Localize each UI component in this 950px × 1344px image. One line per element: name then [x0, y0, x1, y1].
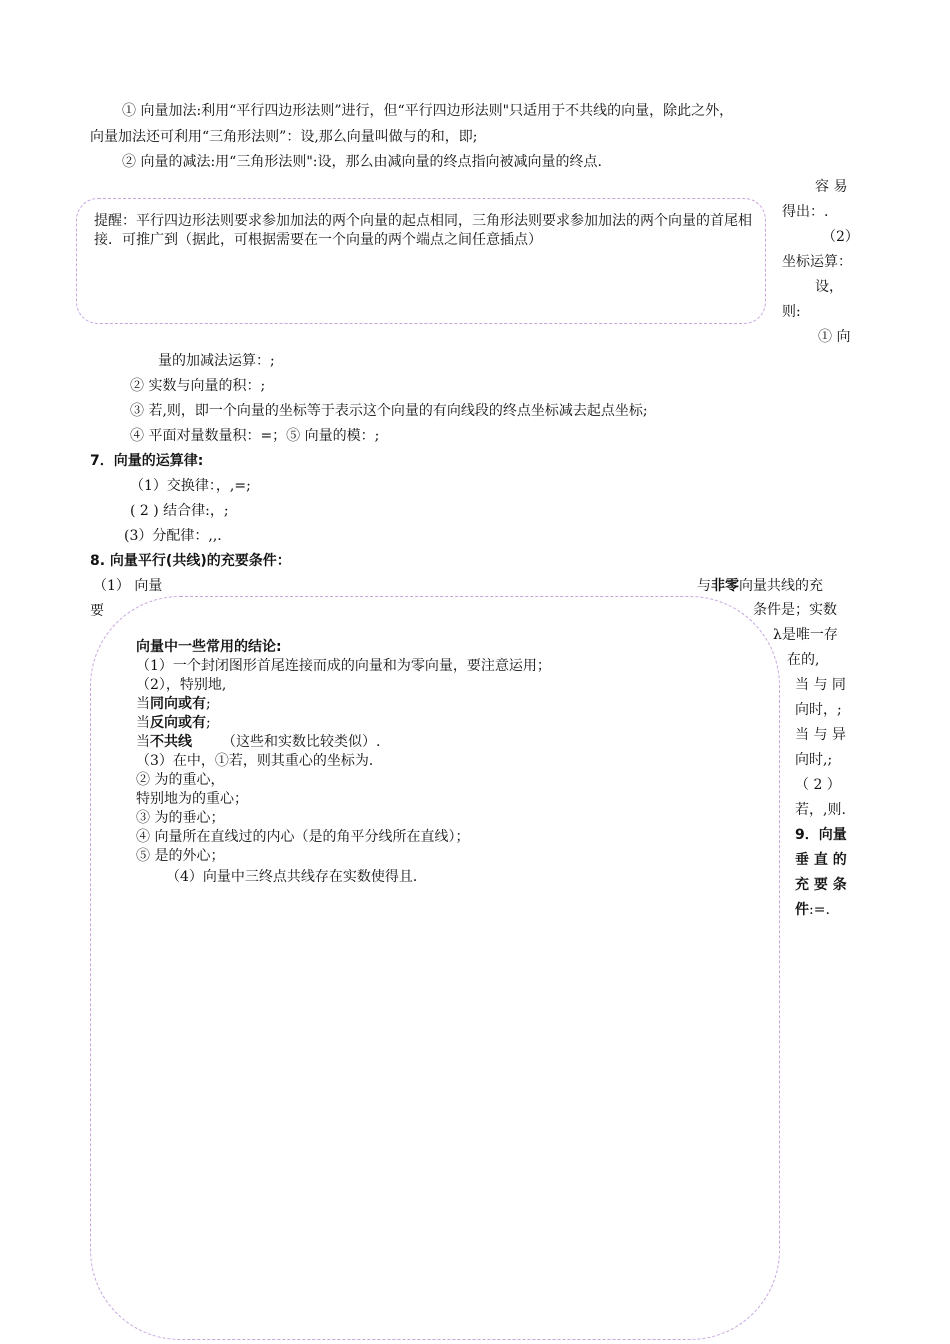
tip-text: 提醒：平行四边形法则要求参加加法的两个向量的起点相同，三角形法则要求参加加法的两个向量的首尾相接．可推广到（据此，可根据需要在一个向量的两个端点之间任意插点）	[94, 213, 752, 248]
conclusion-line-4: 当反向或有;	[136, 715, 211, 731]
side-text-bottom-11: 垂 直 的	[795, 852, 847, 868]
conclusion-line-3b: 同向或有	[150, 696, 206, 712]
coord-line-1: 量的加减法运算：;	[158, 353, 275, 369]
section-8-heading: 8. 向量平行(共线)的充要条件：	[90, 553, 291, 569]
conclusion-line-3a: 当	[136, 696, 150, 712]
conclusion-line-1: （1）一个封闭图形首尾连接而成的向量和为零向量，要注意运用；	[136, 658, 551, 674]
conclusion-line-4b: 反向或有	[150, 715, 206, 731]
side-text-top-7: ① 向	[818, 329, 851, 345]
side-text-bottom-13: 件:=.	[795, 902, 830, 918]
side-text-bottom-3: 在的,	[787, 652, 820, 668]
conclusion-line-5b: 不共线	[150, 734, 192, 750]
side-text-top-2: 得出：.	[782, 204, 829, 220]
paragraph-vector-addition-2: 向量加法还可利用“三角形法则”：设,那么向量叫做与的和，即;	[90, 129, 478, 145]
side-text-bottom-5: 向时，;	[795, 702, 842, 718]
conclusion-line-6: （3）在中，①若，则其重心的坐标为．	[136, 753, 383, 769]
conclusion-line-12: （4）向量中三终点共线存在实数使得且．	[166, 869, 427, 885]
section-8-right-bold: 非零	[711, 578, 739, 594]
coord-line-3: ③ 若,则，即一个向量的坐标等于表示这个向量的有向线段的终点坐标减去起点坐标;	[130, 403, 648, 419]
side-text-bottom-1: 条件是；实数	[753, 602, 837, 618]
conclusion-line-9: ③ 为的垂心；	[136, 810, 225, 826]
conclusion-line-8: 特别地为的重心；	[136, 791, 248, 807]
side-text-bottom-4: 当 与 同	[795, 677, 846, 693]
conclusion-line-10: ④ 向量所在直线过的内心（是的角平分线所在直线）；	[136, 829, 470, 845]
side-text-top-4: 坐标运算：	[782, 254, 852, 270]
side-text-top-6: 则:	[782, 304, 801, 320]
conclusion-line-11: ⑤ 是的外心；	[136, 848, 225, 864]
coord-line-2: ② 实数与向量的积：;	[130, 378, 266, 394]
side-text-top-5: 设，	[815, 279, 843, 295]
side-text-bottom-2: λ是唯一存	[773, 627, 838, 643]
section-8-right-a: 与	[697, 578, 711, 594]
paragraph-vector-addition-1: ① 向量加法:利用“平行四边形法则”进行，但“平行四边形法则"只适用于不共线的向量，除此之外，	[122, 103, 734, 119]
section-8-right-b: 向量共线的充	[739, 578, 823, 594]
conclusion-line-7: ② 为的重心，	[136, 772, 225, 788]
side-text-bottom-6: 当 与 异	[795, 727, 846, 743]
side-text-top-1: 容 易	[815, 179, 848, 195]
conclusion-line-2: （2），特别地,	[136, 677, 227, 693]
section-8-left-text: （1） 向量	[93, 578, 163, 594]
paragraph-vector-subtraction: ② 向量的减法:用“三角形法则":设，那么由减向量的终点指向被减向量的终点.	[122, 154, 602, 170]
conclusion-line-5	[136, 733, 380, 752]
law-commutative: （1）交换律：，,=;	[130, 478, 251, 494]
side-text-bottom-7: 向时,;	[795, 752, 833, 768]
law-distributive: (3）分配律：,,.	[124, 528, 222, 544]
section-8-right-text	[697, 577, 823, 595]
coord-line-4: ④ 平面对量数量积：=；⑤ 向量的模：;	[130, 428, 380, 444]
side-text-bottom-8: （ 2 ）	[795, 777, 841, 793]
conclusions-title: 向量中一些常用的结论:	[136, 639, 282, 655]
side-text-top-3: （2）	[822, 229, 859, 245]
conclusion-line-5c: （这些和实数比较类似）.	[222, 734, 381, 750]
law-associative: ( 2 ) 结合律:，;	[130, 503, 229, 519]
section-8-required: 要	[90, 603, 104, 619]
conclusion-line-5a: 当	[136, 734, 150, 750]
side-text-bottom-12: 充 要 条	[795, 877, 847, 893]
section-7-heading: 7．向量的运算律:	[90, 453, 204, 469]
conclusion-line-3: 当同向或有;	[136, 696, 211, 712]
side-text-bottom-9: 若，,则.	[795, 802, 846, 818]
side-text-bottom-10: 9．向量	[795, 827, 847, 843]
conclusion-line-4a: 当	[136, 715, 150, 731]
